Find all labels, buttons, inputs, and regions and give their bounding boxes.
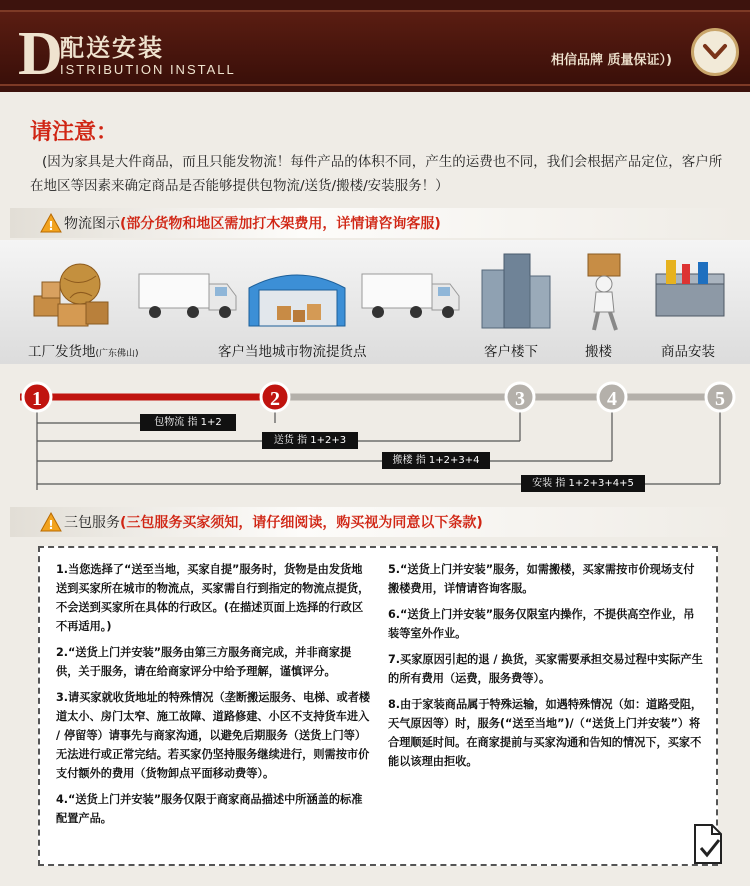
term-item: 2.“送货上门并安装”服务由第三方服务商完成，并非商家提供，关于服务，请在给商家评分中给予理解，谨慎评分。 <box>56 646 352 678</box>
tag-delivery: 送货 指 1+2+3 <box>262 432 358 449</box>
svg-text:2: 2 <box>270 388 280 410</box>
header-big-letter: D <box>18 20 63 88</box>
svg-text:1: 1 <box>32 388 42 410</box>
step-label-4: 搬楼 <box>585 344 612 360</box>
svg-text:4: 4 <box>607 388 617 410</box>
term-item: 3.请买家就收货地址的特殊情况（垄断搬运服务、电梯、或者楼道太小、房门太窄、施工故障、道路修建、小区不支持货车进入 / 停留等）请事先与商家沟通，以避免后期服务（送货上门等）无法进行或正常完结。若买家仍坚持服务继续进行，则需按市价支付额外的费用（货物卸点平面移动费等）。 <box>56 691 371 780</box>
logistics-label: 物流图示 <box>64 216 120 232</box>
term-item: 1.当您选择了“送至当地，买家自提”服务时，货物是由发货地送到买家所在城市的物流点，买家需自行到指定的物流点提货，不会送到买家所在具体的行政区。(在描述页面上选择的行政区不再适用。) <box>56 563 370 633</box>
svg-text:3: 3 <box>515 388 525 410</box>
notice-title: 请注意： <box>30 120 119 145</box>
service-section-bar <box>10 507 740 537</box>
package-globe-icon <box>28 258 112 332</box>
logistics-note: (部分货物和地区需加打木架费用，详情请咨询客服) <box>120 216 441 232</box>
terms-box <box>38 546 718 866</box>
tag-upstairs: 搬楼 指 1+2+3+4 <box>382 452 490 469</box>
buildings-icon <box>478 248 554 330</box>
notice-text: (因为家具是大件商品，而且只能发物流！每件产品的体积不同，产生的运费也不同，我们会根据产品定位，客户所在地区等因素来确定商品是否能够提供包物流/送货/搬楼/安装服务！） <box>30 154 723 194</box>
step-node-2 <box>261 383 289 411</box>
tag-install: 安装 指 1+2+3+4+5 <box>521 475 645 492</box>
step-label-3: 客户楼下 <box>484 344 538 360</box>
service-note: (三包服务买家须知，请仔细阅读，购买视为同意以下条款) <box>120 515 483 531</box>
document-check-icon <box>692 822 724 866</box>
header-banner <box>0 0 750 92</box>
term-item: 7.买家原因引起的退 / 换货，买家需要承担交易过程中实际产生的所有费用（运费，服务费等）。 <box>388 653 703 685</box>
step-label-5: 商品安装 <box>661 344 715 360</box>
tag-logistics: 包物流 指 1+2 <box>140 414 236 431</box>
header-title: 配送安装 <box>60 34 164 62</box>
term-item: 8.由于家装商品属于特殊运输，如遇特殊情况（如：道路受阻，天气原因等）时，服务(“送至当地”)/（“送货上门并安装”）将合理顺延时间。在商家提前与买家沟通和告知的情况下，买家不能以该理由拒收。 <box>388 698 703 768</box>
truck-icon <box>360 270 462 322</box>
toolbox-icon <box>652 256 728 322</box>
chevron-down-icon[interactable] <box>691 28 739 76</box>
step-node-5 <box>706 383 734 411</box>
svg-text:!: ! <box>48 518 54 532</box>
step-node-1 <box>23 383 51 411</box>
truck-icon <box>137 270 239 322</box>
header-band <box>0 10 750 86</box>
warning-icon <box>40 512 62 532</box>
term-item: 4.“送货上门并安装”服务仅限于商家商品描述中所涵盖的标准配置产品。 <box>56 793 363 825</box>
warehouse-icon <box>247 266 349 330</box>
step-node-4 <box>598 383 626 411</box>
logistics-strip <box>0 240 750 364</box>
term-item: 6.“送货上门并安装”服务仅限室内操作，不提供高空作业，吊装等室外作业。 <box>388 608 695 640</box>
logistics-section-bar <box>10 208 740 238</box>
header-subtitle: ISTRIBUTION INSTALL <box>60 62 236 77</box>
person-carrying-icon <box>580 252 636 332</box>
terms-left-column <box>56 560 372 835</box>
warning-icon <box>40 213 62 233</box>
svg-text:5: 5 <box>715 388 725 410</box>
terms-right-column <box>388 560 704 778</box>
step-label-1: 工厂发货地(广东佛山) <box>28 344 139 360</box>
service-label: 三包服务 <box>64 515 120 531</box>
timeline-connector-lines <box>37 410 521 490</box>
step-node-3 <box>506 383 534 411</box>
term-item: 5.“送货上门并安装”服务，如需搬楼，买家需按市价现场支付搬楼费用，详情请咨询客服。 <box>388 563 695 595</box>
header-slogan: 相信品牌 质量保证）) <box>551 53 672 68</box>
svg-text:!: ! <box>48 219 54 233</box>
step-label-2: 客户当地城市物流提货点 <box>218 344 367 360</box>
